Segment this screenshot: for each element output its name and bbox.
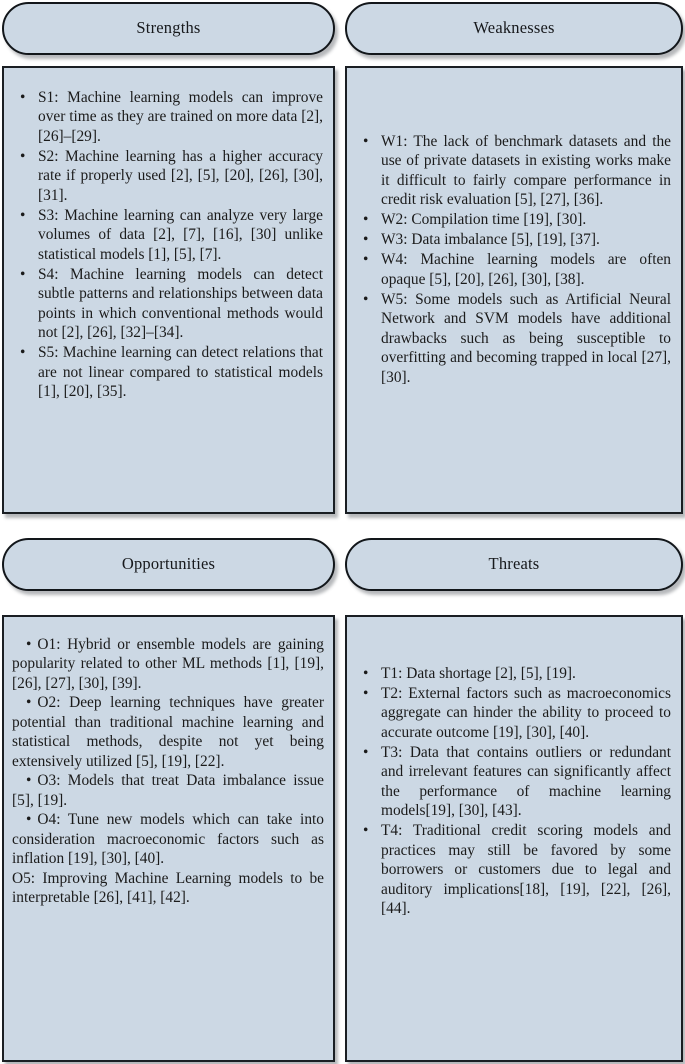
threats-list [347, 664, 681, 919]
swot-quadrant-opportunities [2, 538, 335, 1062]
list-item-text: W5: Some models such as Artificial Neural Network and SVM models have additional drawbacks such as being susceptible to overfitting and becoming trapped in local [27], [30]. [381, 290, 671, 386]
bullet-icon: • [363, 231, 369, 249]
strengths-body [2, 66, 335, 514]
opportunities-body [2, 615, 335, 1062]
bullet-icon: • [363, 665, 369, 682]
bullet-icon: • [20, 265, 26, 283]
bullet-icon: • [363, 684, 369, 702]
opportunities-header [2, 538, 335, 591]
list-item-text: T1: Data shortage [2], [5], [19]. [381, 665, 576, 682]
list-item [12, 635, 324, 693]
list-item-text: W4: Machine learning models are often opaque [5], [20], [26], [30], [38]. [381, 251, 671, 288]
bullet-icon: • [26, 694, 32, 712]
weaknesses-body [345, 66, 683, 514]
bullet-icon: • [26, 772, 32, 790]
weaknesses-header [345, 2, 683, 55]
bullet-icon: • [363, 211, 369, 229]
list-item [12, 869, 324, 908]
swot-quadrant-strengths [2, 2, 335, 514]
list-item [16, 265, 323, 343]
strengths-list [4, 88, 333, 402]
bullet-icon: • [363, 743, 369, 761]
bullet-icon: • [20, 206, 26, 224]
list-item [359, 743, 671, 821]
list-item [16, 206, 323, 264]
weaknesses-list [347, 132, 681, 387]
list-item-text: W3: Data imbalance [5], [19], [37]. [381, 231, 600, 249]
weaknesses-content [347, 132, 681, 388]
list-item [12, 771, 324, 810]
list-item-text: S2: Machine learning has a higher accuracy rate if properly used [2], [5], [20], [26], [30], [31]. [38, 147, 323, 204]
bullet-icon: • [20, 147, 26, 165]
list-item-text: O5: Improving Machine Learning models to be interpretable [26], [41], [42]. [12, 869, 324, 907]
list-item [359, 210, 671, 229]
list-item [359, 684, 671, 742]
list-item [359, 821, 671, 918]
list-item [16, 147, 323, 205]
list-item [359, 250, 671, 289]
strengths-header [2, 2, 335, 55]
opportunities-content [4, 635, 333, 908]
list-item [16, 88, 323, 146]
list-item-text: O3: Models that treat Data imbalance issue [5], [19]. [12, 772, 324, 809]
list-item-text: T2: External factors such as macroeconomics aggregate can hinder the ability to proceed to accurate outcome [19], [30], [40]. [381, 684, 671, 741]
list-item [359, 230, 671, 249]
list-item-text: O2: Deep learning techniques have greater potential than traditional machine learning and statistical methods, despite not yet being extensively utilized [5], [19], [22]. [12, 694, 324, 770]
bullet-icon: • [20, 89, 26, 106]
threats-body [345, 615, 683, 1062]
list-item-text: S3: Machine learning can analyze very large volumes of data [2], [7], [16], [30] unlike statistical models [1], [5], [7]. [38, 206, 323, 263]
bullet-icon: • [363, 290, 369, 308]
opportunities-title: Opportunities [121, 554, 216, 574]
bullet-icon: • [20, 344, 26, 362]
list-item [359, 132, 671, 210]
list-item [359, 290, 671, 387]
strengths-content [4, 88, 333, 402]
strengths-title: Strengths [136, 18, 201, 38]
list-item-text: W2: Compilation time [19], [30]. [381, 211, 587, 229]
bullet-icon: • [363, 133, 369, 150]
list-item-text: S1: Machine learning models can improve over time as they are trained on more data [2], [26]–[29]. [38, 89, 323, 145]
list-item [359, 664, 671, 683]
bullet-icon: • [363, 251, 369, 269]
list-item-text: T4: Traditional credit scoring models and practices may still be favored by some borrowers or customers due to legal and auditory implications[18], [19], [22], [26], [44]. [381, 822, 671, 918]
list-item-text: T3: Data that contains outliers or redundant and irrelevant features can significantly affect the performance of machine learning models[19], [30], [43]. [381, 743, 671, 820]
list-item-text: O4: Tune new models which can take into consideration macroeconomic factors such as inflation [19], [30], [40]. [12, 811, 324, 868]
weaknesses-title: Weaknesses [473, 18, 555, 38]
list-item-text: S5: Machine learning can detect relations that are not linear compared to statistical models [1], [20], [35]. [38, 344, 323, 401]
list-item [12, 693, 324, 771]
list-item [16, 343, 323, 401]
list-item-text: W1: The lack of benchmark datasets and the use of private datasets in existing works make it difficult to fairly compare performance in credit risk evaluation [5], [27], [36]. [381, 133, 671, 209]
threats-title: Threats [488, 554, 540, 574]
swot-quadrant-threats [345, 538, 683, 1062]
threats-header [345, 538, 683, 591]
bullet-icon: • [363, 822, 369, 840]
list-item-text: S4: Machine learning models can detect subtle patterns and relationships between data points in which conventional methods would not [2], [26], [32]–[34]. [38, 265, 323, 342]
list-item [12, 810, 324, 868]
opportunities-list [4, 635, 333, 908]
threats-content [347, 664, 681, 919]
bullet-icon: • [26, 811, 32, 829]
list-item-text: O1: Hybrid or ensemble models are gaining popularity related to other ML methods [1], [19], [26], [27], [30], [39]. [12, 636, 324, 692]
swot-quadrant-weaknesses [345, 2, 683, 514]
bullet-icon: • [26, 636, 32, 653]
